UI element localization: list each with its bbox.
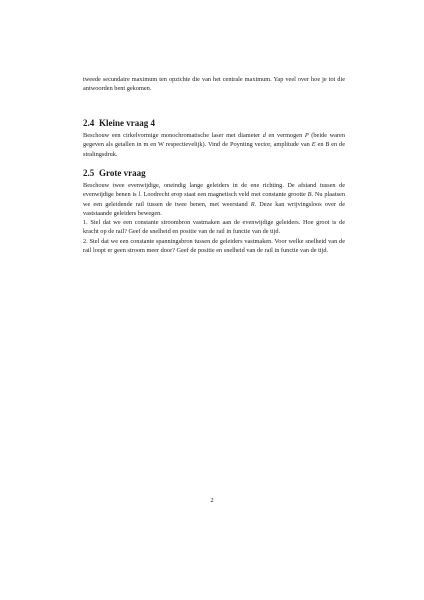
page-number: 2: [210, 497, 214, 504]
math-variable: P: [304, 132, 309, 139]
section-heading-2-5: [83, 168, 345, 179]
text-run: Beschouw twee evenwijdige, oneindig lange geleiders in de ene richting. De afstand tussen de evenwijdige benen is: [83, 182, 345, 199]
section-title: Kleine vraag 4: [99, 118, 155, 128]
math-variable: R: [250, 200, 255, 208]
text-run: Beschouw een cirkelvormige monochromatische laser met diameter: [83, 132, 263, 139]
text-run: en vermogen: [265, 132, 305, 139]
text-run: . Loodrecht erop staat een magnetisch veld met constante grootte: [140, 191, 308, 199]
math-variable: B: [325, 141, 330, 149]
math-variable: E: [311, 141, 316, 149]
section-2-4-paragraph: [83, 131, 345, 159]
math-variable: l: [138, 191, 141, 199]
math-variable: d: [262, 132, 266, 139]
intro-paragraph: tweede secundaire maximum ten opzichte die van het centrale maximum. Yap veel over hoe je tot die antwoorden bent gekomen.: [83, 76, 345, 93]
section-number: 2.5: [83, 168, 95, 178]
text-run: (beide waren gegeven als getallen in m en W respectievelijk). Vind de Poynting vector, amplitude van: [83, 132, 345, 149]
section-title: Grote vraag: [99, 168, 146, 178]
section-heading-2-4: [83, 118, 345, 129]
question-1: 1. Stel dat we een constante stroombron vastmaken aan de evenwijdige geleiders. Hoe groot is de kracht op de rail? Geef de snelheid en positie van de rail in functie van de tijd.: [83, 219, 345, 236]
text-run: . Deze kan wrijvingsloos over de vaststaande geleiders bewegen.: [83, 200, 346, 217]
text-run: en de stralingsdruk.: [83, 141, 345, 158]
section-2-5-body: [83, 181, 345, 255]
section-2-5-paragraph: [83, 181, 345, 218]
text-run: . Nu plaatsen we een geleidende rail tussen de twee benen, met weerstand: [83, 191, 345, 208]
section-number: 2.4: [83, 118, 95, 128]
math-variable: B: [307, 191, 312, 199]
text-run: en: [315, 141, 326, 149]
question-2: 2. Stel dat we een constante spanningsbron tussen de geleiders vastmaken. Voor welke snelheid van de rail loopt er geen stroom meer door? Geef de positie en snelheid van de rail in functie van de tijd.: [83, 237, 345, 255]
